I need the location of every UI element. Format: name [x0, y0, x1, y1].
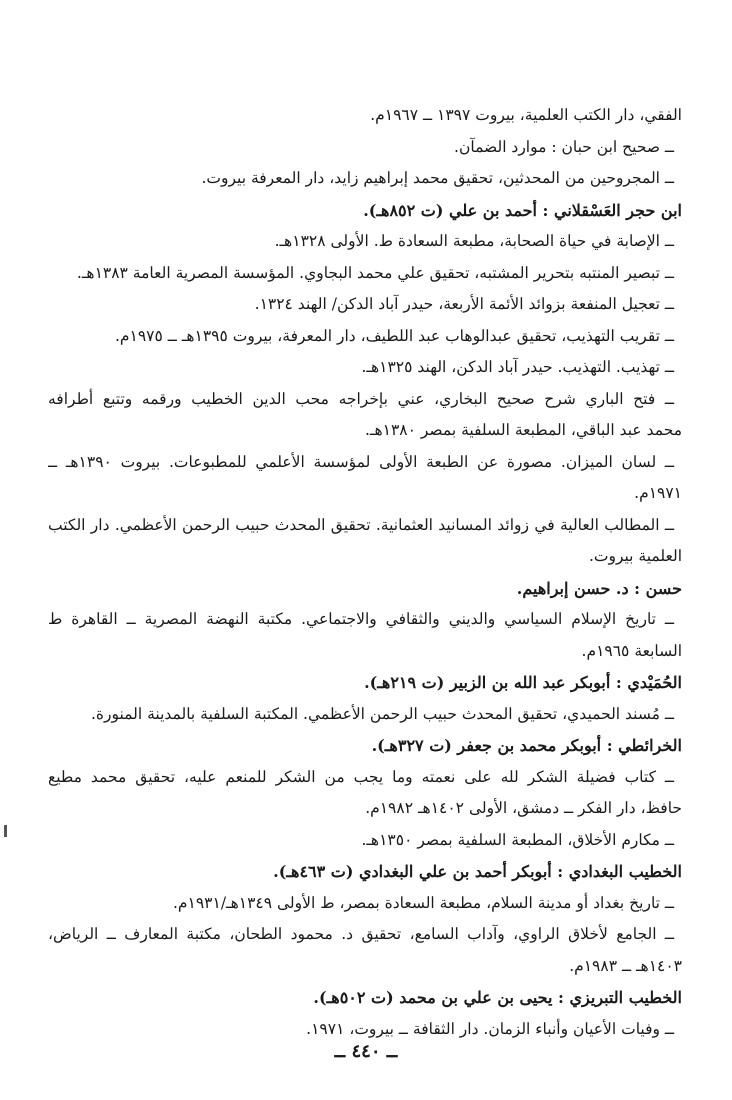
- bibliography-entry: ــ صحيح ابن حبان : موارد الضمآن.: [454, 137, 674, 156]
- bibliography-entry: ــ كتاب فضيلة الشكر لله على نعمته وما يجب من الشكر للمنعم عليه، تحقيق محمد مطيع: [48, 767, 674, 786]
- author-heading: حسن : د. حسن إبراهيم.: [516, 578, 682, 598]
- author-heading: الخطيب البغدادي : أبوبكر أحمد بن علي البغدادي (ت ٤٦٣هـ).: [273, 862, 682, 881]
- bibliography-entry: ــ تعجيل المنفعة بزوائد الأئمة الأربعة، حيدر آباد الدكن/ الهند ١٣٢٤.: [254, 295, 674, 313]
- author-heading: ابن حجر العَسْقلاني : أحمد بن علي (ت ٨٥٢هـ).: [363, 200, 682, 220]
- bibliography-entry: ــ فتح الباري شرح صحيح البخاري، عني بإخراجه محب الدين الخطيب ورقمه وتتبع أطرافه: [48, 389, 674, 408]
- bibliography-entry: ــ المطالب العالية في زوائد المسانيد العثمانية. تحقيق المحدث حبيب الرحمن الأعظمي. دار الكتب: [48, 515, 674, 534]
- bibliography-entry: ــ مُسند الحميدي، تحقيق المحدث حبيب الرحمن الأعظمي. المكتبة السلفية بالمدينة المنورة.: [90, 704, 674, 723]
- entry-continuation: حافظ، دار الفكر ــ دمشق، الأولى ١٤٠٢هـ ١٩٨٢م.: [365, 799, 682, 817]
- bibliography-entry: ــ وفيات الأعيان وأنباء الزمان. دار الثقافة ــ بيروت، ١٩٧١.: [306, 1019, 674, 1038]
- bibliography-entry: ــ تاريخ الإسلام السياسي والديني والثقافي والاجتماعي. مكتبة النهضة المصرية ــ القاهرة ط: [48, 610, 674, 628]
- bibliography-entry: ــ المجروحين من المحدثين، تحقيق محمد إبراهيم زايد، دار المعرفة بيروت.: [201, 169, 674, 187]
- page-number: ــ ٤٤٠ ــ: [334, 1041, 398, 1062]
- bibliography-entry: ــ تبصير المنتبه بتحرير المشتبه، تحقيق علي محمد البجاوي. المؤسسة المصرية العامة ١٣٨٣هـ.: [76, 263, 674, 282]
- entry-continuation: الفقي، دار الكتب العلمية، بيروت ١٣٩٧ ــ ١٩٦٧م.: [370, 106, 682, 124]
- bibliography-entry: ــ الجامع لأخلاق الراوي، وآداب السامع، تحقيق د. محمود الطحان، مكتبة المعارف ــ الرياض،: [48, 925, 674, 943]
- entry-continuation: ١٤٠٣هـ ــ ١٩٨٣م.: [569, 956, 682, 975]
- bibliography-entry: ــ الإصابة في حياة الصحابة، مطبعة السعادة ط. الأولى ١٣٢٨هـ.: [274, 232, 674, 250]
- bibliography-entry: ــ تاريخ بغداد أو مدينة السلام، مطبعة السعادة بمصر، ط الأولى ١٣٤٩هـ/١٩٣١م.: [172, 893, 674, 912]
- entry-continuation: ١٩٧١م.: [634, 484, 682, 502]
- bibliography-entry: ــ لسان الميزان. مصورة عن الطبعة الأولى لمؤسسة الأعلمي للمطبوعات. بيروت ١٣٩٠هـ ــ: [48, 452, 674, 471]
- author-heading: الخطيب التبريزي : يحيى بن علي بن محمد (ت ٥٠٢هـ).: [313, 988, 682, 1007]
- entry-continuation: العلمية بيروت.: [588, 547, 682, 565]
- bibliography-entry: ــ تهذيب. التهذيب. حيدر آباد الدكن، الهند ١٣٢٥هـ.: [361, 358, 674, 376]
- author-heading: الحُمَيْدي : أبوبكر عبد الله بن الزبير (ت ٢١٩هـ).: [364, 673, 682, 692]
- bibliography-entry: ــ تقريب التهذيب، تحقيق عبدالوهاب عبد اللطيف، دار المعرفة، بيروت ١٣٩٥هـ ــ ١٩٧٥م.: [115, 326, 674, 345]
- entry-continuation: محمد عبد الباقي، المطبعة السلفية بمصر ١٣٨٠هـ.: [364, 421, 682, 439]
- bibliography-list: [48, 100, 682, 1045]
- scan-speck: [4, 825, 7, 837]
- entry-continuation: السابعة ١٩٦٥م.: [581, 641, 682, 660]
- author-heading: الخرائطي : أبوبكر محمد بن جعفر (ت ٣٢٧هـ).: [371, 736, 682, 755]
- bibliography-entry: ــ مكارم الأخلاق، المطبعة السلفية بمصر ١٣٥٠هـ.: [361, 830, 674, 849]
